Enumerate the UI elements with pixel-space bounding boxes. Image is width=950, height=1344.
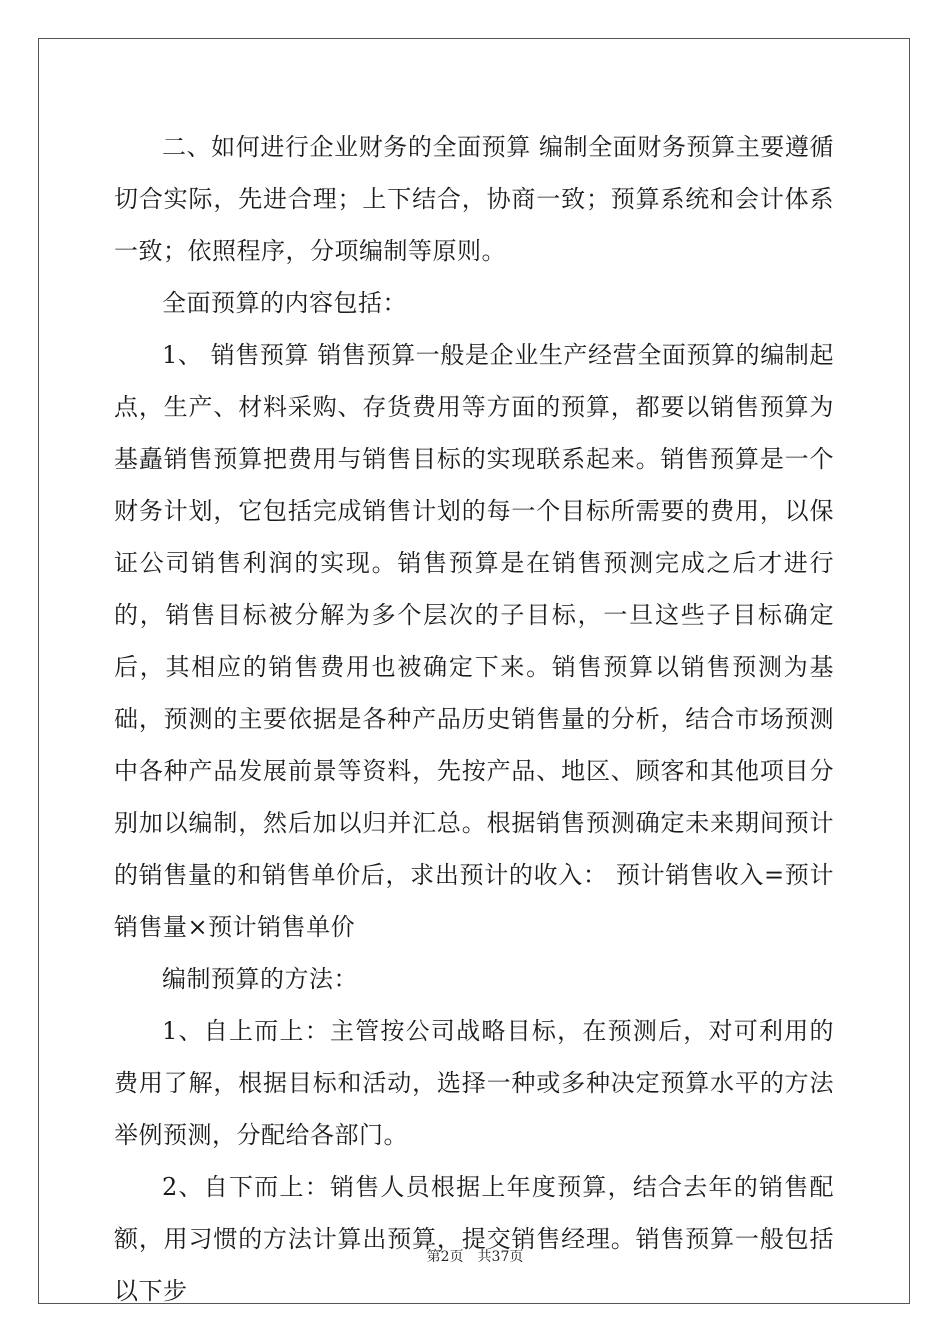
paragraph-top-down-method: 1、自上而上：主管按公司战略目标，在预测后，对可利用的费用了解，根据目标和活动，选择一种或多种决定预算水平的方法举例预测，分配给各部门。 [114, 1017, 834, 1149]
paragraph-methods-heading: 编制预算的方法： [162, 965, 358, 993]
document-body [114, 121, 834, 1317]
paragraph-sales-budget: 1、 销售预算 销售预算一般是企业生产经营全面预算的编制起点，生产、材料采购、存货费用等方面的预算，都要以销售预算为基矗销售预算把费用与销售目标的实现联系起来。销售预算是一个财务计划，它包括完成销售计划的每一个目标所需要的费用，以保证公司销售利润的实现。销售预算是在销售预测完成之后才进行的，销售目标被分解为多个层次的子目标，一旦这些子目标确定后，其相应的销售费用也被确定下来。销售预算以销售预测为基础，预测的主要依据是各种产品历史销售量的分析，结合市场预测中各种产品发展前景等资料，先按产品、地区、顾客和其他项目分别加以编制，然后加以归并汇总。根据销售预测确定未来期间预计的销售量的和销售单价后，求出预计的收入： 预计销售收入=预计销售量×预计销售单价 [114, 341, 834, 941]
paragraph-budget-contents-heading: 全面预算的内容包括： [162, 289, 407, 317]
page-number: 第2页 [426, 1249, 464, 1265]
paragraph-budget-principles: 二、如何进行企业财务的全面预算 编制全面财务预算主要遵循切合实际，先进合理；上下结合，协商一致；预算系统和会计体系一致；依照程序，分项编制等原则。 [114, 133, 834, 265]
page-total: 共37页 [477, 1249, 524, 1265]
paragraph-bottom-up-method: 2、自下而上：销售人员根据上年度预算，结合去年的销售配额，用习惯的方法计算出预算，提交销售经理。销售预算一般包括以下步 [114, 1173, 834, 1305]
page-footer [0, 1246, 950, 1266]
